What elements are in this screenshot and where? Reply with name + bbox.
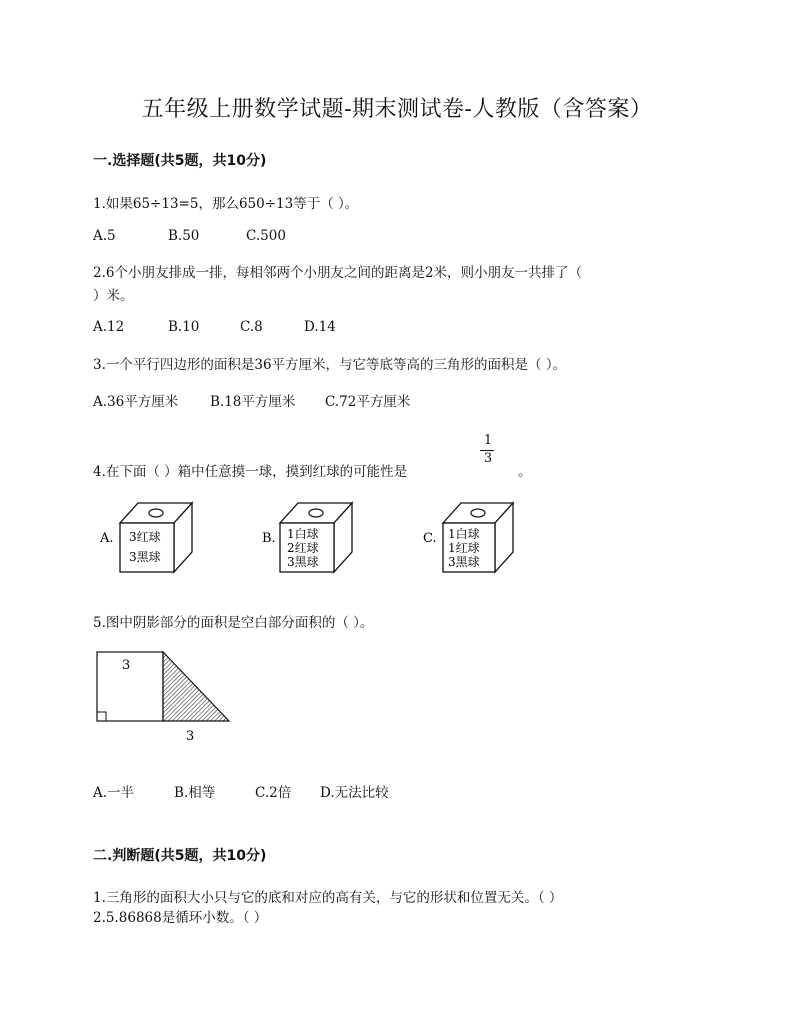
section-heading-true-false: 二.判断题(共5题，共10分) (93, 848, 267, 864)
q3-option-c: C.72平方厘米 (325, 394, 411, 410)
question-1: 1.如果65÷13=5，那么650÷13等于（ ）。 (93, 196, 359, 212)
fraction-one-third (478, 433, 498, 469)
box-b-line-2: 2红球 (287, 541, 319, 555)
box-c-label: C. (423, 531, 437, 546)
q5-figure (92, 648, 242, 748)
box-b (262, 503, 352, 572)
box-c-line-2: 1红球 (448, 541, 480, 555)
box-a (100, 503, 192, 572)
fraction-denominator: 3 (483, 451, 493, 466)
right-angle-mark (97, 712, 106, 721)
page-title: 五年级上册数学试题-期末测试卷-人教版（含答案） (141, 97, 653, 122)
box-a-hole (149, 509, 163, 517)
question-2-line-1: 2.6个小朋友排成一排，每相邻两个小朋友之间的距离是2米，则小朋友一共排了（ (93, 265, 583, 281)
box-a-line-2: 3黑球 (129, 550, 161, 564)
q2-option-d: D.14 (304, 319, 336, 335)
question-4-end: 。 (518, 464, 532, 480)
fraction-numerator: 1 (483, 433, 493, 448)
tf-question-1: 1.三角形的面积大小只与它的底和对应的高有关，与它的形状和位置无关。（ ） (93, 890, 563, 906)
q5-option-d: D.无法比较 (320, 785, 389, 801)
box-a-label: A. (100, 531, 114, 546)
box-b-line-1: 1白球 (287, 527, 319, 541)
q1-option-b: B.50 (168, 228, 200, 244)
q5-option-c: C.2倍 (255, 785, 292, 801)
question-5: 5.图中阴影部分的面积是空白部分面积的（ ）。 (93, 615, 374, 631)
square-side-label: 3 (122, 658, 131, 673)
q2-option-b: B.10 (168, 319, 200, 335)
box-c-line-3: 3黑球 (448, 555, 480, 569)
q2-option-c: C.8 (240, 319, 263, 335)
box-c-line-1: 1白球 (448, 527, 480, 541)
q1-option-c: C.500 (246, 228, 286, 244)
section-heading-choice: 一.选择题(共5题，共10分) (93, 153, 267, 169)
shaded-triangle (163, 652, 229, 721)
box-c (423, 503, 513, 572)
q3-option-a: A.36平方厘米 (93, 394, 179, 410)
question-2-line-2: ）米。 (93, 288, 134, 304)
q1-option-a: A.5 (93, 228, 116, 244)
base-label: 3 (186, 729, 195, 744)
q3-option-b: B.18平方厘米 (210, 394, 296, 410)
box-a-line-1: 3红球 (129, 530, 161, 544)
question-4: 4.在下面（ ）箱中任意摸一球，摸到红球的可能性是 (93, 464, 408, 480)
q5-option-a: A.一半 (93, 785, 135, 801)
question-3: 3.一个平行四边形的面积是36平方厘米，与它等底等高的三角形的面积是（ ）。 (93, 357, 567, 373)
box-b-hole (309, 509, 323, 517)
tf-question-2: 2.5.86868是循环小数。（ ） (93, 910, 268, 926)
box-c-hole (471, 509, 485, 517)
box-b-line-3: 3黑球 (287, 555, 319, 569)
boxes-figure (100, 497, 520, 577)
q2-option-a: A.12 (93, 319, 125, 335)
box-b-label: B. (262, 531, 276, 546)
q5-option-b: B.相等 (174, 785, 216, 801)
square-triangle-figure (92, 648, 242, 748)
boxes-row (100, 497, 520, 577)
